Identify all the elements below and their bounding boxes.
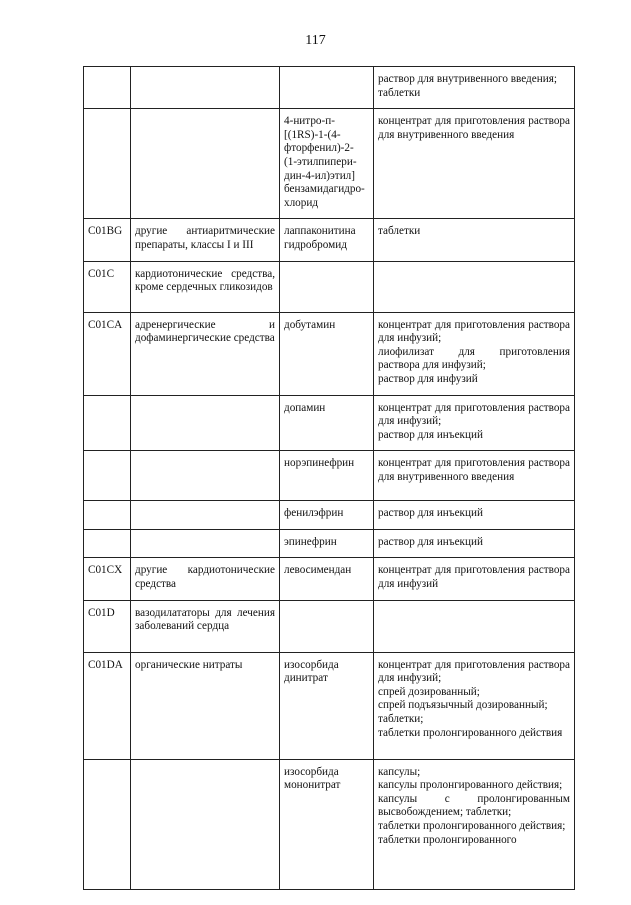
dosage-form: лиофилизат для приготовления раствора для инфузий; [378, 345, 570, 372]
table-row [84, 261, 575, 312]
substance-cell [280, 67, 374, 109]
dosage-forms-cell [374, 67, 575, 109]
table-row [84, 312, 575, 395]
dosage-form: таблетки [378, 86, 421, 99]
group-cell: вазодилататоры для лечения заболеваний сердца [131, 600, 280, 652]
dosage-forms-cell [374, 451, 575, 501]
atc-code-cell: C01C [84, 261, 131, 312]
dosage-form: раствор для инъекций [378, 507, 483, 520]
dosage-form: таблетки [378, 225, 421, 238]
substance-cell: норэпинефрин [280, 451, 374, 501]
table-row [84, 600, 575, 652]
substance-cell: изосорбида мононитрат [280, 759, 374, 889]
table-row [84, 219, 575, 261]
group-cell: кардиотонические средства, кроме сердечных гликозидов [131, 261, 280, 312]
substance-cell [280, 261, 374, 312]
group-cell: органические нитраты [131, 652, 280, 759]
dosage-form: раствор для инъекций [378, 428, 483, 441]
substance-cell: добутамин [280, 312, 374, 395]
table-row [84, 759, 575, 889]
dosage-forms-cell [374, 501, 575, 530]
group-cell [131, 451, 280, 501]
dosage-form: концентрат для приготовления раствора для внутривенного введения [378, 115, 570, 141]
dosage-form: концентрат для приготовления раствора для инфузий; [378, 658, 570, 685]
atc-code-cell [84, 67, 131, 109]
dosage-form: таблетки пролонгированного действия; [378, 820, 566, 833]
dosage-forms-cell [374, 759, 575, 889]
dosage-form: таблетки; [378, 713, 424, 726]
atc-code-cell [84, 501, 131, 530]
table-row [84, 67, 575, 109]
atc-code-cell [84, 529, 131, 558]
substance-cell: эпинефрин [280, 529, 374, 558]
dosage-form: концентрат для приготовления раствора для внутривенного введения [378, 457, 570, 483]
dosage-form: таблетки пролонгированного действия [378, 726, 563, 739]
group-cell: другие антиаритмические препараты, классы I и III [131, 219, 280, 261]
dosage-form: концентрат для приготовления раствора для инфузий [378, 564, 570, 591]
dosage-form: раствор для инфузий [378, 372, 478, 385]
dosage-form: раствор для внутривенного введения; [378, 73, 557, 85]
page-number: 117 [305, 33, 326, 48]
group-cell: адренергические и дофаминергические средства [131, 312, 280, 395]
group-cell [131, 67, 280, 109]
substance-cell [280, 600, 374, 652]
table-row [84, 652, 575, 759]
atc-code-cell: C01CA [84, 312, 131, 395]
substance-cell: левосимендан [280, 558, 374, 600]
dosage-forms-cell [374, 652, 575, 759]
dosage-forms-cell [374, 600, 575, 652]
atc-code-cell [84, 395, 131, 451]
dosage-form: концентрат для приготовления раствора для инфузий; [378, 401, 570, 428]
dosage-forms-cell [374, 312, 575, 395]
dosage-form: спрей дозированный; [378, 685, 480, 698]
dosage-forms-cell [374, 261, 575, 312]
dosage-form: таблетки пролонгированного [378, 833, 517, 846]
drug-table [83, 66, 575, 890]
atc-code-cell: C01DA [84, 652, 131, 759]
substance-cell: допамин [280, 395, 374, 451]
dosage-form: капсулы с пролонгированным высвобождением; таблетки; [378, 792, 570, 819]
group-cell [131, 395, 280, 451]
dosage-forms-cell [374, 395, 575, 451]
group-cell: другие кардиотонические средства [131, 558, 280, 600]
table-row [84, 109, 575, 219]
dosage-forms-cell [374, 558, 575, 600]
dosage-forms-cell [374, 529, 575, 558]
atc-code-cell [84, 759, 131, 889]
substance-cell: лаппаконитина гидробромид [280, 219, 374, 261]
dosage-form: концентрат для приготовления раствора для инфузий; [378, 318, 570, 345]
atc-code-cell: C01CX [84, 558, 131, 600]
group-cell [131, 501, 280, 530]
substance-cell: изосорбида динитрат [280, 652, 374, 759]
dosage-forms-cell [374, 109, 575, 219]
table-row [84, 395, 575, 451]
group-cell [131, 109, 280, 219]
dosage-forms-cell [374, 219, 575, 261]
dosage-form: капсулы; [378, 765, 421, 778]
atc-code-cell: C01D [84, 600, 131, 652]
table-row [84, 558, 575, 600]
drug-table-body [84, 67, 575, 890]
substance-cell: фенилэфрин [280, 501, 374, 530]
table-row [84, 501, 575, 530]
table-row [84, 451, 575, 501]
atc-code-cell: C01BG [84, 219, 131, 261]
atc-code-cell [84, 109, 131, 219]
dosage-form: раствор для инъекций [378, 535, 483, 548]
dosage-form: капсулы пролонгированного действия; [378, 779, 563, 792]
group-cell [131, 759, 280, 889]
substance-cell: 4-нитро-п- [(1RS)-1-(4- фторфенил)-2- (1-этилпипери- дин-4-ил)этил] бензамидагидро- хлорид [280, 109, 374, 219]
atc-code-cell [84, 451, 131, 501]
dosage-form: спрей подъязычный дозированный; [378, 699, 548, 712]
table-row [84, 529, 575, 558]
group-cell [131, 529, 280, 558]
